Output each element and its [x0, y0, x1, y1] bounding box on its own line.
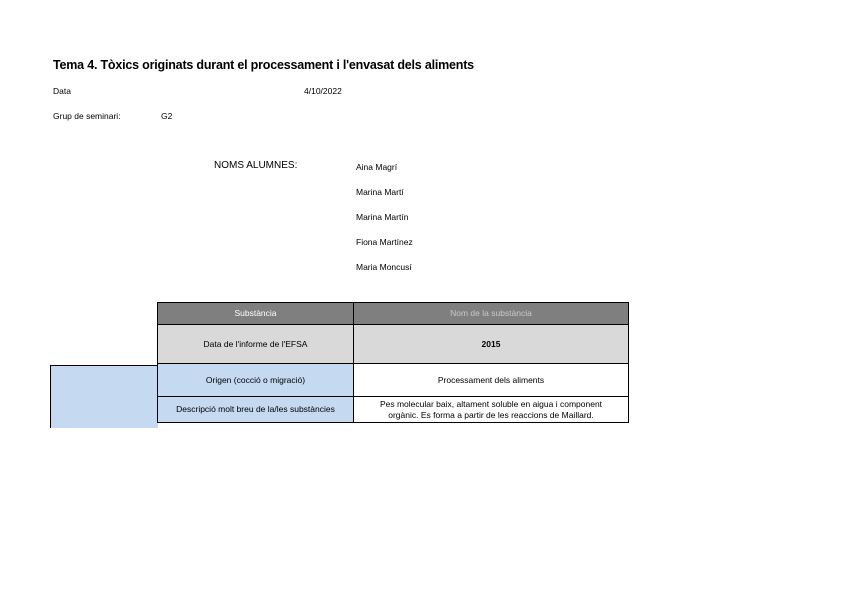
page-title: Tema 4. Tòxics originats durant el processament i l'envasat dels aliments [53, 58, 474, 72]
seminar-group-value: G2 [161, 111, 173, 121]
student-name: Maria Moncusí [356, 262, 412, 272]
student-name: Aina Magrí [356, 162, 398, 172]
student-name: Marina Martí [356, 187, 404, 197]
seminar-group-label: Grup de seminari: [53, 111, 121, 121]
table-row [158, 325, 629, 364]
description-line-1: Pes molecular baix, altament soluble en aigua i component [379, 398, 603, 409]
table-row [158, 397, 629, 423]
description-value-cell [354, 397, 629, 423]
substance-table [157, 302, 629, 423]
origin-value-cell: Processament dels aliments [354, 364, 629, 397]
description-label-cell: Descripció molt breu de la/les substàncies [158, 397, 354, 423]
header-substance-name-cell: Nom de la substància [354, 303, 629, 325]
student-name: Fiona Martínez [356, 237, 413, 247]
efsa-date-value-cell: 2015 [354, 325, 629, 364]
efsa-date-label-cell: Data de l'informe de l'EFSA [158, 325, 354, 364]
table-header-row [158, 303, 629, 325]
date-label: Data [53, 86, 71, 96]
student-names-label: NOMS ALUMNES: [214, 160, 298, 171]
origin-label-cell: Origen (cocció o migració) [158, 364, 354, 397]
blue-shaded-cell [50, 365, 158, 428]
description-line-2: orgànic. Es forma a partir de les reaccions de Maillard. [388, 409, 594, 420]
student-name: Marina Martín [356, 212, 409, 222]
header-substance-cell: Substància [158, 303, 354, 325]
table-row [158, 364, 629, 397]
date-value: 4/10/2022 [304, 86, 342, 96]
